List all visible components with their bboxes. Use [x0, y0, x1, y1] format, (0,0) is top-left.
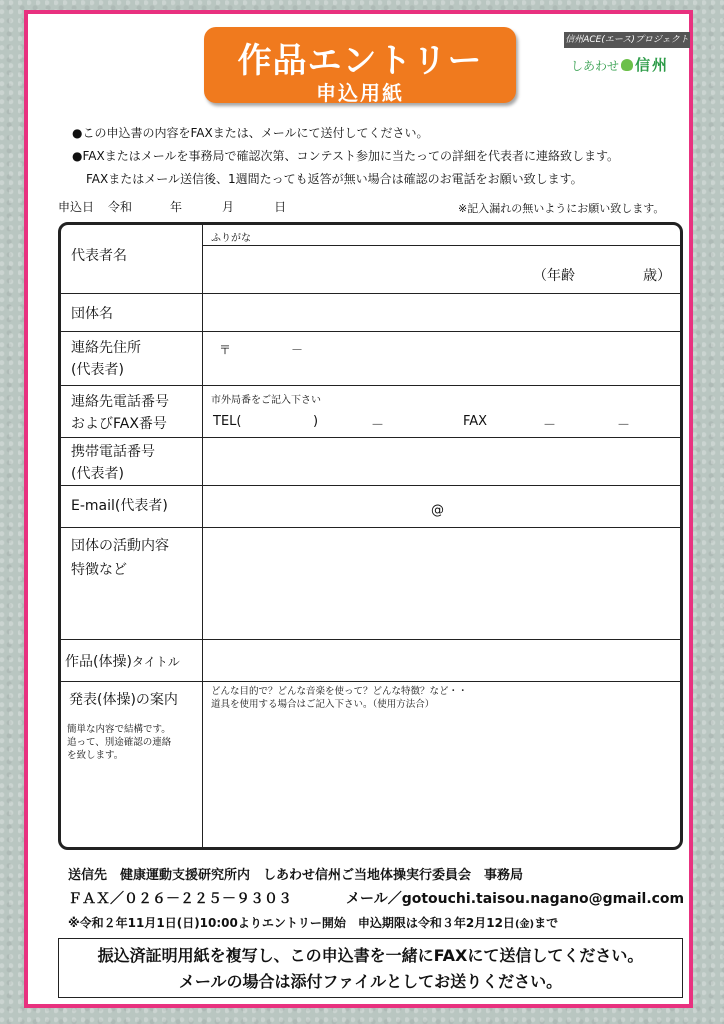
row-divider: [61, 681, 680, 682]
row-divider: [61, 527, 680, 528]
presentation-label: 発表(体操)の案内: [69, 692, 178, 708]
entry-period-end: まで: [534, 916, 559, 930]
logo-shinshu-text: 信州: [635, 56, 670, 74]
presentation-hint-line: 道具を使用する場合はご記入下さい。（使用方法合）: [211, 699, 435, 710]
heart-icon: [621, 59, 633, 71]
presentation-note-line: を致します。: [67, 750, 124, 761]
row-divider: [61, 331, 680, 332]
shiawase-shinshu-logo: [571, 54, 697, 76]
presentation-note: [67, 723, 201, 762]
address-label: 連絡先住所: [71, 340, 141, 356]
application-date: [58, 198, 286, 215]
notice-line: 振込済証明用紙を複写し、この申込書を一緒にFAXにて送信してください。: [97, 946, 644, 965]
email-field[interactable]: [207, 487, 679, 525]
tel-label: TEL(: [213, 414, 242, 429]
notice-line: メールの場合は添付ファイルとしてお送りください。: [178, 972, 563, 991]
at-mark: @: [431, 503, 444, 518]
email-label: E-mail(代表者): [71, 498, 168, 514]
work-title-field[interactable]: [207, 641, 679, 679]
fax-number: ＦＡＸ／０２６－２２５－９３０３: [68, 891, 292, 907]
work-title-label: [65, 651, 180, 671]
mobile-label: 携帯電話番号: [71, 444, 155, 460]
note-line: FAXまたはメール送信後、1週間たっても返答が無い場合は確認のお電話をお願い致します。: [86, 172, 583, 186]
year-label: 年: [170, 200, 183, 214]
send-to: 送信先 健康運動支援研究所内 しあわせ信州ご当地体操実行委員会 事務局: [68, 868, 524, 883]
instructions: [72, 122, 619, 191]
email-address: メール／gotouchi.taisou.nagano@gmail.com: [346, 891, 685, 907]
group-name-field[interactable]: [207, 295, 679, 329]
presentation-note-line: 簡単な内容で結構です。: [67, 724, 171, 735]
entry-form: [58, 222, 683, 850]
activity-field[interactable]: [207, 529, 679, 637]
fax-label-inline: FAX: [463, 414, 488, 429]
postal-mark: 〒: [219, 343, 232, 357]
fax-label: およびFAX番号: [71, 416, 167, 432]
era-label: 令和: [108, 200, 133, 214]
entry-period-weekday: (金): [514, 919, 535, 930]
age-label-open: （年齢: [533, 268, 575, 284]
fax-dash: －: [617, 418, 631, 433]
fax-dash: －: [543, 418, 557, 433]
fill-note: ※記入漏れの無いようにお願い致します。: [458, 202, 665, 215]
group-name-label: 団体名: [71, 306, 113, 322]
postal-dash: －: [291, 343, 304, 357]
entry-period: [68, 914, 558, 931]
work-title-label-suffix: タイトル: [131, 655, 180, 669]
mobile-sublabel: (代表者): [71, 466, 124, 482]
row-divider: [61, 385, 680, 386]
row-divider: [61, 437, 680, 438]
address-field[interactable]: [207, 333, 679, 383]
month-label: 月: [222, 200, 235, 214]
row-divider: [61, 639, 680, 640]
presentation-hint: [211, 685, 468, 711]
presentation-note-line: 追って、別途確認の連絡: [67, 737, 172, 748]
representative-name-field[interactable]: [207, 247, 679, 293]
entry-period-text: ※令和２年11月1日(日)10:00よりエントリー開始 申込期限は令和３年2月12日: [68, 916, 515, 930]
activity-label: 団体の活動内容: [71, 538, 169, 554]
notice-box: [58, 938, 683, 998]
furigana-label: ふりがな: [211, 233, 251, 244]
application-form-page: [24, 10, 693, 1008]
note-line: ●この申込書の内容をFAXまたは、メールにて送付してください。: [72, 126, 429, 140]
age-label-close: 歳）: [643, 268, 671, 284]
area-code-hint: 市外局番をご記入下さい: [211, 395, 321, 406]
page-subtitle: 申込用紙: [316, 81, 404, 105]
row-divider: [61, 485, 680, 486]
column-divider: [202, 225, 203, 847]
page-title: 作品エントリー: [237, 41, 483, 81]
phone-label: 連絡先電話番号: [71, 394, 169, 410]
logo-shiawase-text: しあわせ: [571, 59, 620, 73]
tel-dash: －: [371, 418, 385, 433]
presentation-hint-line: どんな目的で？どんな音楽を使って？どんな特徴？など・・: [211, 686, 468, 697]
tel-paren-close: ): [313, 414, 319, 429]
activity-sublabel: 特徴など: [71, 562, 127, 578]
note-line: ●FAXまたはメールを事務局で確認次第、コンテスト参加に当たっての詳細を代表者に連絡致します。: [72, 149, 620, 163]
address-sublabel: (代表者): [71, 362, 124, 378]
phone-fax-field[interactable]: [207, 405, 679, 435]
presentation-field[interactable]: [207, 715, 679, 845]
furigana-divider: [202, 245, 680, 246]
date-label: 申込日: [58, 200, 95, 214]
row-divider: [61, 293, 680, 294]
day-label: 日: [274, 200, 287, 214]
representative-label: 代表者名: [71, 248, 127, 264]
project-logo-banner: 信州ACE(エース)プロジェクト: [564, 32, 690, 48]
mobile-field[interactable]: [207, 439, 679, 483]
work-title-label-main: 作品(体操): [65, 654, 132, 670]
title-banner: [204, 27, 516, 103]
